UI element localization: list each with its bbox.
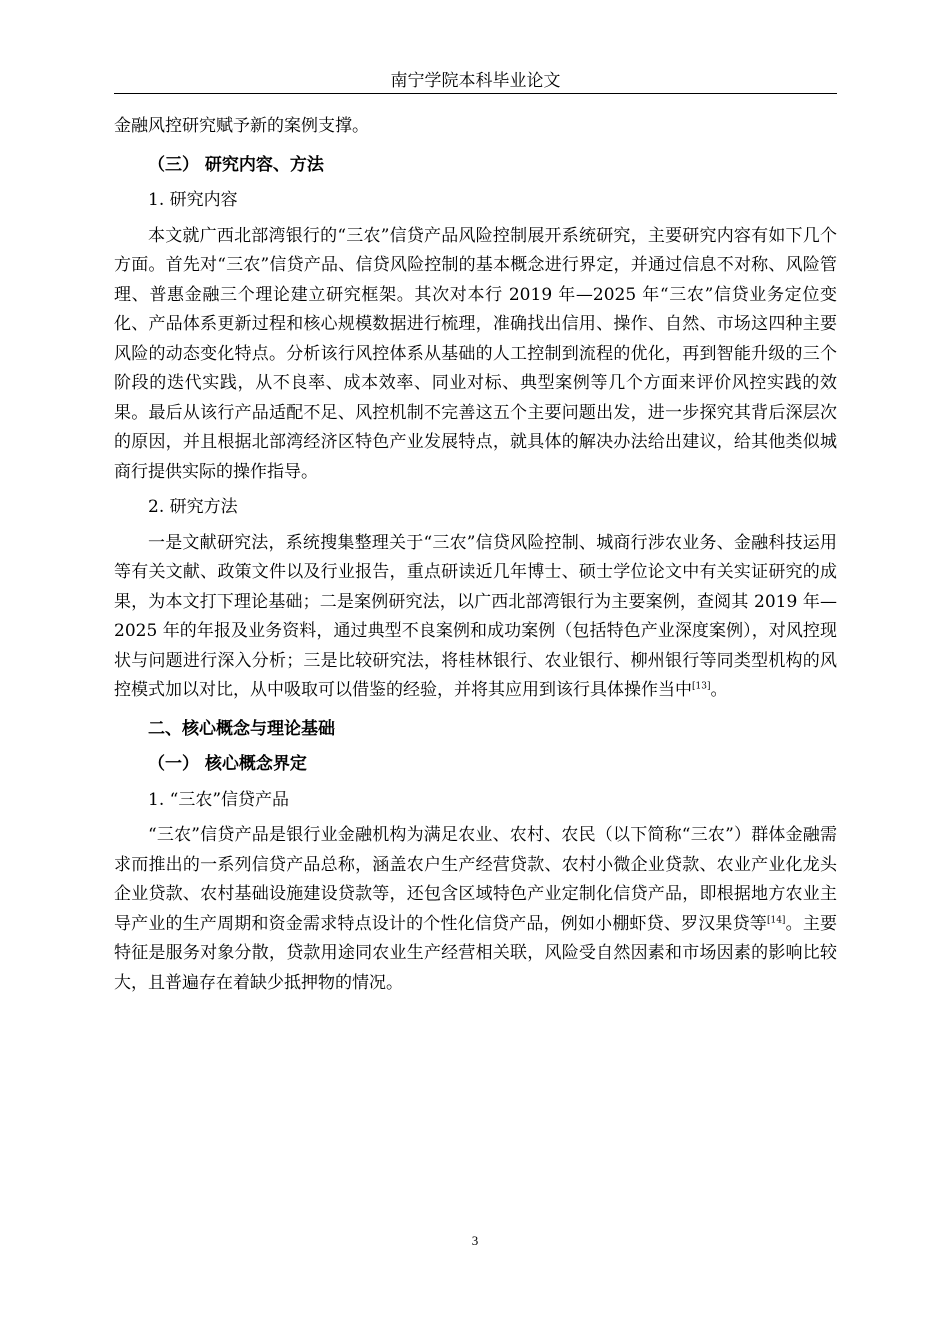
header-divider: [114, 93, 837, 94]
paragraph-sannong-product: [114, 821, 837, 998]
page-body: [114, 112, 837, 998]
subheading-research-content: 1. 研究内容: [148, 190, 238, 210]
method-text: 一是文献研究法，系统搜集整理关于“三农”信贷风险控制、城商行涉农业务、金融科技运用等有关文献、政策文件以及行业报告，重点研读近几年博士、硕士学位论文中有关实证研究的成果，为本文打下理论基础；二是案例研究法，以广西北部湾银行为主要案例，查阅其 2019 年—2025 年的年报及业务资料，通过典型不良案例和成功案例（包括特色产业深度案例），对风控现状与问题进行深入分析；三是比较研究法，将桂林银行、农业银行、柳州银行等同类型机构的风控模式加以对比，从中吸取可以借鉴的经验，并将其应用到该行具体操作当中: [114, 532, 837, 700]
citation-14: [14]: [766, 914, 786, 925]
product-text-b: 。主要特征是服务对象分散，贷款用途同农业生产经营相关联，风险受自然因素和市场因素的影响比较大，且普遍存在着缺少抵押物的情况。: [114, 913, 838, 993]
product-text-a: “三农”信贷产品是银行业金融机构为满足农业、农村、农民（以下简称“三农”）群体金融需求而推出的一系列信贷产品总称，涵盖农户生产经营贷款、农村小微企业贷款、农业产业化龙头企业贷款、农村基础设施建设贷款等，还包含区域特色产业定制化信贷产品，即根据地方农业主导产业的生产周期和资金需求特点设计的个性化信贷产品，例如小棚虾贷、罗汉果贷等: [114, 825, 837, 934]
subheading-sannong-product: 1. “三农”信贷产品: [148, 789, 290, 810]
subheading-research-method: 2. 研究方法: [148, 497, 238, 517]
section-heading-concept-definition: （一） 核心概念界定: [148, 754, 307, 774]
citation-13: [13]: [692, 681, 711, 692]
chapter-heading-core-concepts: 二、核心概念与理论基础: [148, 718, 335, 739]
section-heading-research: （三） 研究内容、方法: [148, 154, 324, 175]
page-number: 3: [471, 1233, 479, 1248]
method-end: 。: [710, 680, 728, 700]
paragraph-research-content: 本文就广西北部湾银行的“三农”信贷产品风险控制展开系统研究，主要研究内容有如下几个方面。首先对“三农”信贷产品、信贷风险控制的基本概念进行界定，并通过信息不对称、风险管理、普惠金融三个理论建立研究框架。其次对本行 2019 年—2025 年“三农”信贷业务定位变化、产品体系更新过程和核心规模数据进行梳理，准确找出信用、操作、自然、市场这四种主要风险的动态变化特点。分析该行风控体系从基础的人工控制到流程的优化，再到智能升级的三个阶段的迭代实践，从不良率、成本效率、同业对标、典型案例等几个方面来评价风控实践的效果。最后从该行产品适配不足、风控机制不完善这五个主要问题出发，进一步探究其背后深层次的原因，并且根据北部湾经济区特色产业发展特点，就具体的解决办法给出建议，给其他类似城商行提供实际的操作指导。: [114, 225, 837, 482]
paragraph-intro-tail: 金融风控研究赋予新的案例支撑。: [114, 116, 369, 136]
page-header: 南宁学院本科毕业论文: [390, 71, 561, 91]
paragraph-research-method: [114, 529, 837, 706]
